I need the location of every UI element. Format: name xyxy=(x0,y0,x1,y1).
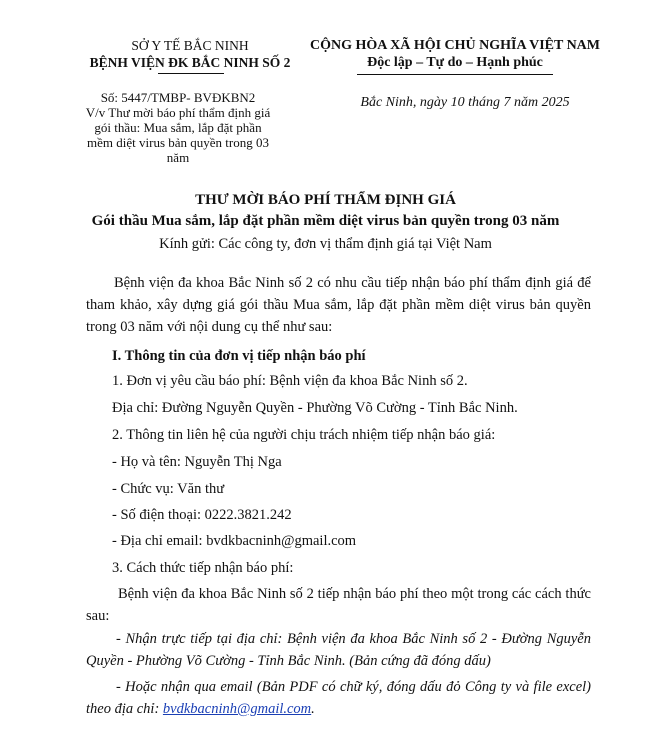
hospital-name: BỆNH VIỆN ĐK BẮC NINH SỐ 2 xyxy=(89,55,291,70)
document-date: Bắc Ninh, ngày 10 tháng 7 năm 2025 xyxy=(360,95,570,110)
method-2-suffix: . xyxy=(311,701,315,717)
document-subtitle: Gói thầu Mua sắm, lắp đặt phần mềm diệt virus bản quyền trong 03 năm xyxy=(91,213,560,229)
method-2 xyxy=(86,676,591,720)
method-1: - Nhận trực tiếp tại địa chỉ: Bệnh viện đa khoa Bắc Ninh số 2 - Đường Nguyễn Quyền - Phường Võ Cường - Tỉnh Bắc Ninh. (Bản cứng đã đóng dấu) xyxy=(86,631,591,669)
ref-subject-2: gói thầu: Mua sắm, lắp đặt phần xyxy=(94,120,262,135)
ref-subject-4: năm xyxy=(166,150,190,165)
method-2-text: - Hoặc nhận qua email (Bản PDF có chữ ký, đóng dấu đỏ Công ty và file excel) theo địa chỉ: xyxy=(86,679,591,717)
country-motto-title: CỘNG HÒA XÃ HỘI CHỦ NGHĨA VIỆT NAM xyxy=(309,38,600,53)
section-1-heading: I. Thông tin của đơn vị tiếp nhận báo phí xyxy=(112,348,366,364)
ref-subject-3: mềm diệt virus bản quyền trong 03 xyxy=(87,135,269,150)
ref-subject-1: V/v Thư mời báo phí thẩm định giá xyxy=(85,105,271,120)
contact-phone: - Số điện thoại: 0222.3821.242 xyxy=(112,507,292,523)
contact-position: - Chức vụ: Văn thư xyxy=(112,481,225,497)
header-left-divider xyxy=(158,73,224,74)
agency-name: SỞ Y TẾ BẮC NINH xyxy=(131,38,249,53)
greeting: Kính gửi: Các công ty, đơn vị thẩm định giá tại Việt Nam xyxy=(159,236,492,252)
method-intro: Bệnh viện đa khoa Bắc Ninh số 2 tiếp nhận báo phí theo một trong các cách thức sau: xyxy=(86,586,591,624)
intro-paragraph: Bệnh viện đa khoa Bắc Ninh số 2 có nhu cầu tiếp nhận báo phí thẩm định giá để tham khảo, xây dựng giá gói thầu Mua sắm, lắp đặt phần mềm diệt virus bản quyền trong 03 năm với nội dung cụ thể như sau: xyxy=(86,275,591,335)
document-title: THƯ MỜI BÁO PHÍ THẨM ĐỊNH GIÁ xyxy=(195,192,456,208)
contact-email: - Địa chỉ email: bvdkbacninh@gmail.com xyxy=(112,533,357,549)
method-2-email-link[interactable]: bvdkbacninh@gmail.com xyxy=(162,701,312,717)
country-motto-sub: Độc lập – Tự do – Hạnh phúc xyxy=(367,55,543,70)
item-3: 3. Cách thức tiếp nhận báo phí: xyxy=(112,560,294,576)
header-right-divider xyxy=(357,74,553,75)
item-1: 1. Đơn vị yêu cầu báo phí: Bệnh viện đa khoa Bắc Ninh số 2. xyxy=(112,373,468,389)
item-2: 2. Thông tin liên hệ của người chịu trách nhiệm tiếp nhận báo giá: xyxy=(112,427,496,443)
ref-number: Số: 5447/TMBP- BVĐKBN2 xyxy=(100,90,256,105)
address-line: Địa chỉ: Đường Nguyễn Quyền - Phường Võ Cường - Tỉnh Bắc Ninh. xyxy=(112,400,518,416)
contact-name: - Họ và tên: Nguyễn Thị Nga xyxy=(112,454,282,470)
